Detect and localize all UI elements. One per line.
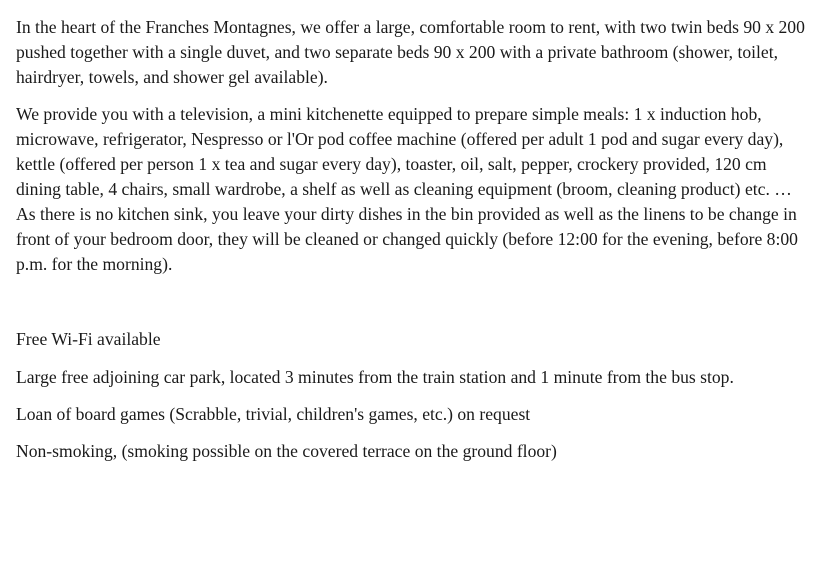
paragraph-kitchenette-amenities: We provide you with a television, a mini kitchenette equipped to prepare simple meals: 1 x induction hob, microwave, refrigerator, Nespresso or l'Or pod coffee machine (offered per adult 1 pod and sugar every day), kettle (offered per person 1 x tea and sugar every day), toaster, oil, salt, pepper, crockery provided, 120 cm dining table, 4 chairs, small wardrobe, a shelf as well as cleaning equipment (broom, cleaning product) etc. … As there is no kitchen sink, you leave your dirty dishes in the bin provided as well as the linens to be change in front of your bedroom door, they will be cleaned or changed quickly (before 12:00 for the evening, before 8:00 p.m. for the morning). [16,104,798,274]
document-body [16,15,806,464]
paragraph-board-games: Loan of board games (Scrabble, trivial, children's games, etc.) on request [16,404,531,424]
paragraph-non-smoking: Non-smoking, (smoking possible on the covered terrace on the ground floor) [16,441,557,461]
paragraph-spacer [16,277,806,327]
paragraph-wifi: Free Wi-Fi available [16,329,161,349]
paragraph-car-park: Large free adjoining car park, located 3 minutes from the train station and 1 minute from the bus stop. [16,367,734,387]
paragraph-room-description: In the heart of the Franches Montagnes, we offer a large, comfortable room to rent, with two twin beds 90 x 200 pushed together with a single duvet, and two separate beds 90 x 200 with a private bathroom (shower, toilet, hairdryer, towels, and shower gel available). [16,17,805,87]
